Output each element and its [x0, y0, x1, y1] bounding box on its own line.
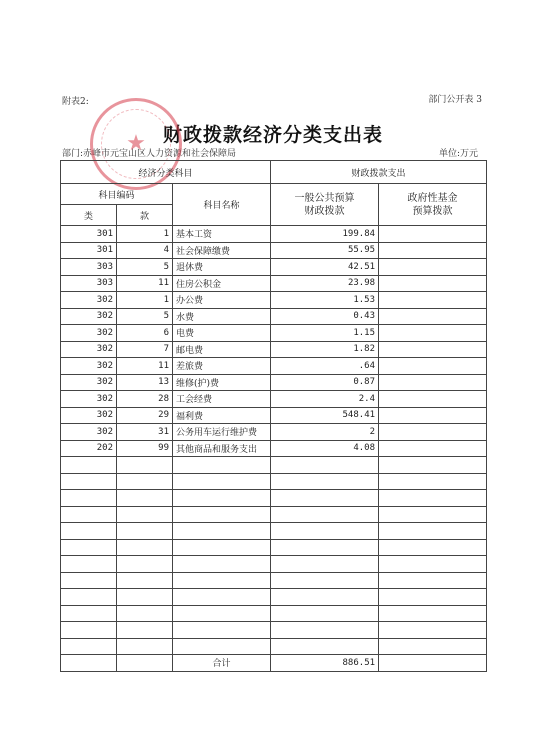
table-row — [61, 572, 487, 589]
table-row — [61, 638, 487, 655]
cell-item: 5 — [117, 259, 173, 276]
cell-general-budget: 0.43 — [271, 308, 379, 325]
cell-gov-fund — [379, 259, 487, 276]
cell-class: 302 — [61, 391, 117, 408]
cell-general-budget: 1.82 — [271, 341, 379, 358]
cell-class — [61, 605, 117, 622]
cell-subject-name — [173, 572, 271, 589]
table-row — [61, 242, 487, 259]
table-row — [61, 424, 487, 441]
cell-subject-name — [173, 605, 271, 622]
cell-item: 31 — [117, 424, 173, 441]
cell-item — [117, 523, 173, 540]
cell-gov-fund — [379, 292, 487, 309]
cell-gov-fund — [379, 374, 487, 391]
cell-gov-fund — [379, 308, 487, 325]
cell-class: 302 — [61, 424, 117, 441]
cell-class — [61, 572, 117, 589]
cell-class: 302 — [61, 325, 117, 342]
cell-item — [117, 539, 173, 556]
cell-general-budget — [271, 605, 379, 622]
cell-item: 1 — [117, 226, 173, 243]
cell-item — [117, 622, 173, 639]
cell-item: 6 — [117, 325, 173, 342]
cell-class: 302 — [61, 374, 117, 391]
table-row — [61, 622, 487, 639]
cell-class — [61, 457, 117, 474]
cell-item: 99 — [117, 440, 173, 457]
cell-class — [61, 539, 117, 556]
cell-general-budget — [271, 457, 379, 474]
cell-class: 302 — [61, 341, 117, 358]
total-fund-cell — [379, 655, 487, 672]
cell-class — [61, 523, 117, 540]
table-row — [61, 391, 487, 408]
cell-subject-name: 社会保障缴费 — [173, 242, 271, 259]
table-row — [61, 374, 487, 391]
cell-class: 302 — [61, 407, 117, 424]
cell-item — [117, 490, 173, 507]
cell-general-budget: 4.08 — [271, 440, 379, 457]
expenditure-table — [60, 160, 487, 672]
table-row — [61, 605, 487, 622]
cell-subject-name — [173, 490, 271, 507]
cell-general-budget — [271, 638, 379, 655]
cell-general-budget — [271, 572, 379, 589]
table-row — [61, 292, 487, 309]
cell-general-budget — [271, 523, 379, 540]
official-seal-icon: ★ — [90, 98, 182, 190]
cell-subject-name: 办公费 — [173, 292, 271, 309]
cell-gov-fund — [379, 457, 487, 474]
table-row — [61, 226, 487, 243]
cell-gov-fund — [379, 605, 487, 622]
cell-subject-name: 公务用车运行维护费 — [173, 424, 271, 441]
table-row — [61, 275, 487, 292]
cell-gov-fund — [379, 539, 487, 556]
cell-gov-fund — [379, 572, 487, 589]
cell-class: 301 — [61, 242, 117, 259]
cell-gov-fund — [379, 490, 487, 507]
cell-subject-name — [173, 556, 271, 573]
cell-item: 7 — [117, 341, 173, 358]
cell-subject-name — [173, 506, 271, 523]
cell-general-budget: 1.15 — [271, 325, 379, 342]
table-row — [61, 556, 487, 573]
cell-class — [61, 589, 117, 606]
cell-class — [61, 622, 117, 639]
cell-general-budget — [271, 556, 379, 573]
cell-class — [61, 506, 117, 523]
cell-general-budget — [271, 589, 379, 606]
cell-gov-fund — [379, 589, 487, 606]
cell-subject-name — [173, 539, 271, 556]
cell-gov-fund — [379, 242, 487, 259]
table-row — [61, 341, 487, 358]
cell-subject-name — [173, 638, 271, 655]
header-subject-name: 科目名称 — [173, 184, 271, 226]
attachment-label: 附表2: — [62, 97, 89, 107]
cell-item: 28 — [117, 391, 173, 408]
cell-gov-fund — [379, 358, 487, 375]
cell-gov-fund — [379, 407, 487, 424]
cell-subject-name — [173, 523, 271, 540]
total-value: 886.51 — [271, 655, 379, 672]
cell-gov-fund — [379, 275, 487, 292]
cell-general-budget — [271, 539, 379, 556]
cell-subject-name: 维修(护)费 — [173, 374, 271, 391]
cell-gov-fund — [379, 506, 487, 523]
cell-general-budget: .64 — [271, 358, 379, 375]
cell-subject-name: 福利费 — [173, 407, 271, 424]
header-subject-code: 科目编码 — [61, 184, 173, 205]
cell-general-budget: 1.53 — [271, 292, 379, 309]
cell-general-budget — [271, 473, 379, 490]
cell-subject-name: 其他商品和服务支出 — [173, 440, 271, 457]
cell-class: 303 — [61, 275, 117, 292]
cell-gov-fund — [379, 226, 487, 243]
total-blank — [117, 655, 173, 672]
cell-general-budget: 2.4 — [271, 391, 379, 408]
cell-subject-name — [173, 622, 271, 639]
table-row — [61, 358, 487, 375]
cell-item — [117, 457, 173, 474]
unit-label: 单位:万元 — [438, 149, 478, 159]
cell-subject-name: 邮电费 — [173, 341, 271, 358]
cell-subject-name: 住房公积金 — [173, 275, 271, 292]
cell-subject-name — [173, 473, 271, 490]
cell-subject-name — [173, 457, 271, 474]
cell-general-budget: 0.87 — [271, 374, 379, 391]
cell-item — [117, 605, 173, 622]
cell-item — [117, 589, 173, 606]
cell-general-budget: 23.98 — [271, 275, 379, 292]
cell-general-budget — [271, 506, 379, 523]
table-row — [61, 539, 487, 556]
cell-item — [117, 473, 173, 490]
table-row — [61, 490, 487, 507]
cell-class: 302 — [61, 308, 117, 325]
cell-item: 11 — [117, 275, 173, 292]
cell-item — [117, 638, 173, 655]
cell-subject-name: 差旅费 — [173, 358, 271, 375]
cell-general-budget: 42.51 — [271, 259, 379, 276]
report-tag: 部门公开表 3 — [428, 95, 482, 105]
total-label: 合计 — [173, 655, 271, 672]
cell-gov-fund — [379, 325, 487, 342]
cell-class — [61, 638, 117, 655]
cell-gov-fund — [379, 556, 487, 573]
cell-gov-fund — [379, 473, 487, 490]
page-title: 财政拨款经济分类支出表 — [162, 124, 383, 146]
cell-class — [61, 490, 117, 507]
table-row — [61, 407, 487, 424]
cell-subject-name: 退休费 — [173, 259, 271, 276]
header-general-budget: 一般公共预算 财政拨款 — [271, 184, 379, 226]
cell-gov-fund — [379, 341, 487, 358]
cell-subject-name — [173, 589, 271, 606]
cell-item — [117, 506, 173, 523]
table-row — [61, 325, 487, 342]
cell-subject-name: 电费 — [173, 325, 271, 342]
cell-class — [61, 556, 117, 573]
total-blank — [61, 655, 117, 672]
cell-gov-fund — [379, 638, 487, 655]
table-row — [61, 589, 487, 606]
cell-item: 11 — [117, 358, 173, 375]
header-item: 款 — [117, 205, 173, 226]
cell-general-budget: 548.41 — [271, 407, 379, 424]
cell-item: 1 — [117, 292, 173, 309]
cell-item: 4 — [117, 242, 173, 259]
cell-general-budget: 55.95 — [271, 242, 379, 259]
cell-gov-fund — [379, 424, 487, 441]
cell-general-budget: 2 — [271, 424, 379, 441]
header-class: 类 — [61, 205, 117, 226]
table-row — [61, 457, 487, 474]
cell-class: 303 — [61, 259, 117, 276]
cell-class — [61, 473, 117, 490]
header-funds-group: 财政拨款支出 — [271, 161, 487, 184]
cell-subject-name: 工会经费 — [173, 391, 271, 408]
table-row — [61, 473, 487, 490]
cell-gov-fund — [379, 523, 487, 540]
table-row — [61, 440, 487, 457]
table-row — [61, 523, 487, 540]
cell-item: 29 — [117, 407, 173, 424]
header-gov-fund: 政府性基金 预算拨款 — [379, 184, 487, 226]
cell-gov-fund — [379, 622, 487, 639]
cell-item: 5 — [117, 308, 173, 325]
cell-class: 302 — [61, 358, 117, 375]
cell-item: 13 — [117, 374, 173, 391]
cell-subject-name: 基本工资 — [173, 226, 271, 243]
cell-gov-fund — [379, 440, 487, 457]
cell-class: 302 — [61, 292, 117, 309]
cell-class: 301 — [61, 226, 117, 243]
table-row — [61, 506, 487, 523]
table-row — [61, 259, 487, 276]
cell-subject-name: 水费 — [173, 308, 271, 325]
cell-class: 202 — [61, 440, 117, 457]
table-row — [61, 308, 487, 325]
cell-general-budget — [271, 622, 379, 639]
cell-general-budget: 199.84 — [271, 226, 379, 243]
cell-item — [117, 556, 173, 573]
header-econ-group: 经济分类科目 — [61, 161, 271, 184]
cell-gov-fund — [379, 391, 487, 408]
cell-item — [117, 572, 173, 589]
department-label: 部门:赤峰市元宝山区人力资源和社会保障局 — [62, 149, 237, 159]
cell-general-budget — [271, 490, 379, 507]
